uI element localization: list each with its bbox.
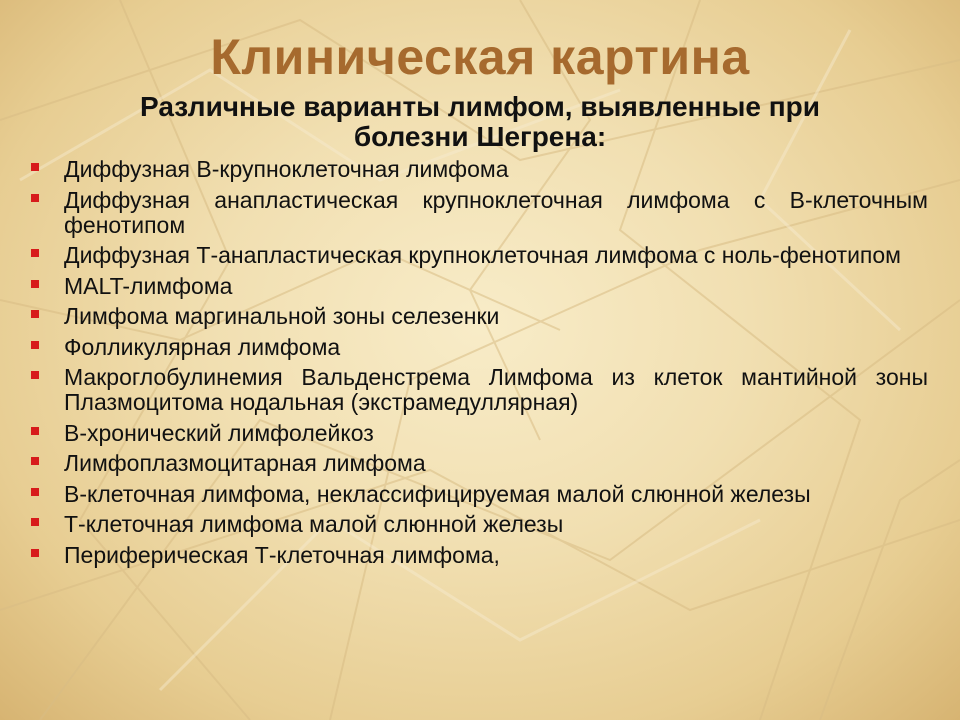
list-item-text: Фолликулярная лимфома: [64, 333, 341, 360]
list-item: [28, 451, 928, 476]
list-item: [28, 304, 928, 329]
slide-title: Клиническая картина: [210, 29, 750, 85]
bullet-square-icon: [31, 488, 39, 496]
list-item-text: Диффузная В-крупноклеточная лимфома: [64, 156, 509, 182]
list-item-text: Лимфома маргинальной зоны селезенки: [64, 303, 500, 329]
bullet-square-icon: [31, 163, 39, 171]
list-item-text: Периферическая Т-клеточная лимфома,: [64, 541, 500, 568]
list-item: [28, 157, 928, 182]
list-item: [28, 188, 928, 238]
list-item-text: В-хронический лимфолейкоз: [64, 419, 374, 446]
list-item: [28, 365, 928, 415]
list-item-text: В-клеточная лимфома, неклассифицируемая малой слюнной железы: [64, 480, 811, 507]
list-item-text: Т-клеточная лимфома малой слюнной железы: [64, 511, 564, 537]
list-item-text: Диффузная анапластическая крупноклеточная лимфома с В-клеточным фенотипом: [64, 186, 928, 238]
list-item: [28, 421, 928, 446]
list-item: [28, 274, 928, 299]
list-item: [28, 335, 928, 360]
list-item-text: Диффузная Т-анапластическая крупноклеточная лимфома с ноль-фенотипом: [64, 242, 901, 268]
bullet-square-icon: [31, 280, 39, 288]
list-item: [28, 243, 928, 268]
bullet-square-icon: [31, 310, 39, 318]
list-item: [28, 543, 928, 568]
bullet-square-icon: [31, 371, 39, 379]
list-item-text: Лимфоплазмоцитарная лимфома: [64, 450, 426, 476]
list-item: [28, 482, 928, 507]
bullet-square-icon: [31, 194, 39, 202]
bullet-square-icon: [31, 518, 39, 526]
bullet-square-icon: [31, 427, 39, 435]
bullet-list: [28, 157, 928, 573]
list-item-text: MALT-лимфома: [64, 272, 233, 299]
bullet-square-icon: [31, 341, 39, 349]
slide-subtitle: Различные варианты лимфом, выявленные при болезни Шегрена:: [140, 91, 820, 152]
list-item-text: Макроглобулинемия Вальденстрема Лимфома из клеток мантийной зоны Плазмоцитома нодальная (экстрамедуллярная): [64, 364, 928, 415]
list-item: [28, 512, 928, 537]
bullet-square-icon: [31, 549, 39, 557]
bullet-square-icon: [31, 249, 39, 257]
bullet-square-icon: [31, 457, 39, 465]
